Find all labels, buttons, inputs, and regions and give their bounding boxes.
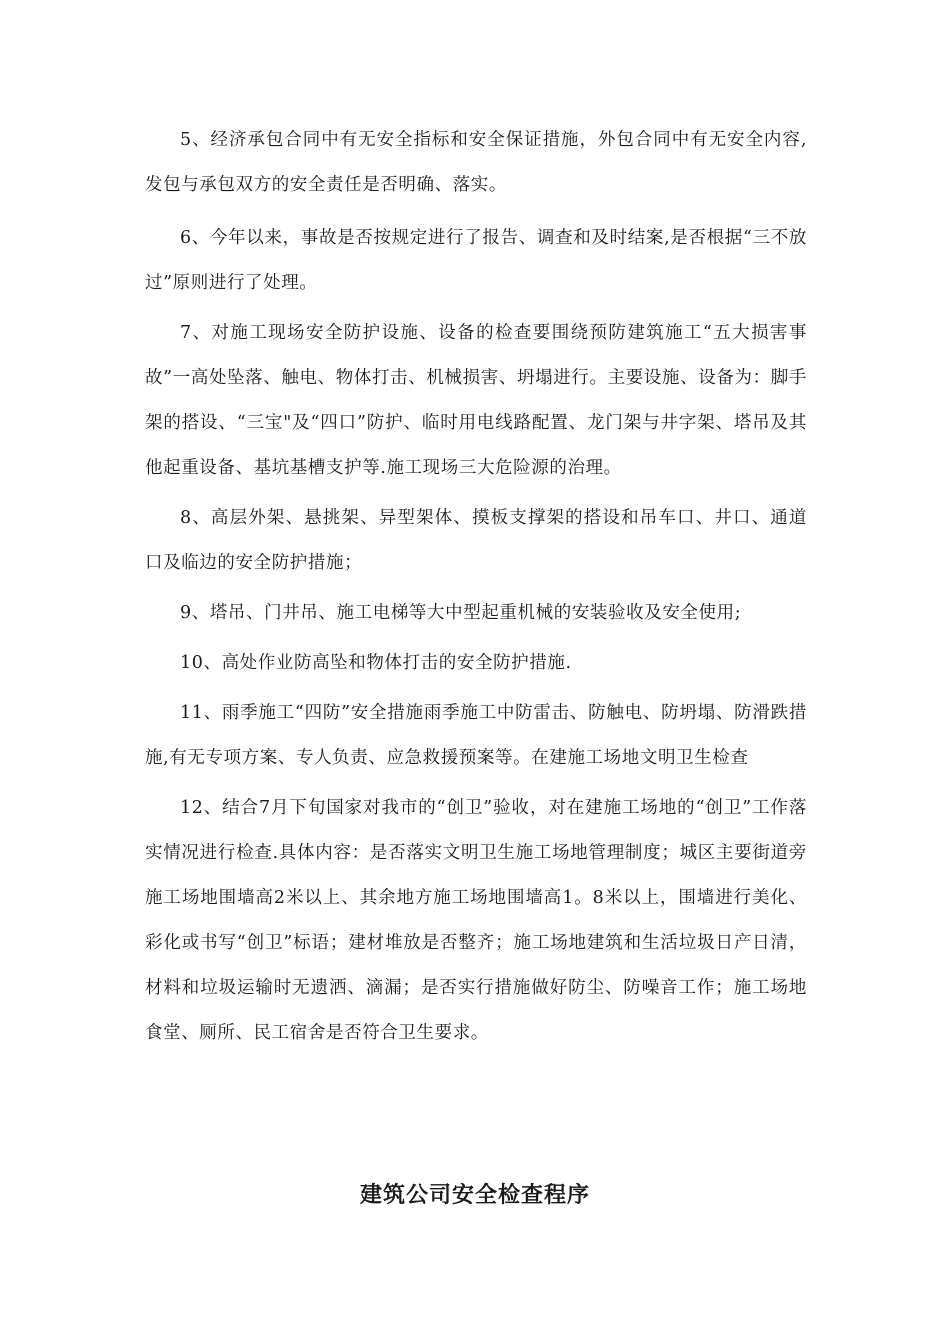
paragraph-item-7: 7、对施工现场安全防护设施、设备的检查要围绕预防建筑施工“五大损害事故”一高处坠落、触电、物体打击、机械损害、坍塌进行。主要设施、设备为：脚手架的搭设、“三宝"及“四口”防护、临时用电线路配置、龙门架与井字架、塔吊及其他起重设备、基坑基槽支护等.施工现场三大危险源的治理。 [145, 323, 807, 478]
paragraph-item-10: 10、高处作业防高坠和物体打击的安全防护措施. [180, 653, 572, 673]
paragraph-item-6: 6、今年以来，事故是否按规定进行了报告、调查和及时结案,是否根据“三不放过”原则进行了处理。 [145, 228, 807, 293]
paragraph-item-12: 12、结合7月下旬国家对我市的“创卫”验收，对在建施工场地的“创卫”工作落实情况进行检查.具体内容：是否落实文明卫生施工场地管理制度；城区主要街道旁施工场地围墙高2米以上、其余地方施工场地围墙高1。8米以上，围墙进行美化、彩化或书写“创卫”标语；建材堆放是否整齐；施工场地建筑和生活垃圾日产日清，材料和垃圾运输时无遗洒、滴漏；是否实行措施做好防尘、防噪音工作；施工场地食堂、厕所、民工宿舍是否符合卫生要求。 [145, 798, 807, 1043]
paragraph-item-9: 9、塔吊、门井吊、施工电梯等大中型起重机械的安装验收及安全使用; [180, 603, 742, 623]
document-body [145, 118, 807, 1056]
section-title: 建筑公司安全检查程序 [359, 1182, 590, 1209]
paragraph-item-5: 5、经济承包合同中有无安全指标和安全保证措施，外包合同中有无安全内容,发包与承包双方的安全责任是否明确、落实。 [145, 130, 807, 195]
paragraph-item-11: 11、雨季施工“四防”安全措施雨季施工中防雷击、防触电、防坍塌、防滑跌措施,有无专项方案、专人负责、应急救援预案等。在建施工场地文明卫生检查 [145, 703, 807, 768]
paragraph-item-8: 8、高层外架、悬挑架、异型架体、摸板支撑架的搭设和吊车口、井口、通道口及临边的安全防护措施； [145, 508, 807, 573]
